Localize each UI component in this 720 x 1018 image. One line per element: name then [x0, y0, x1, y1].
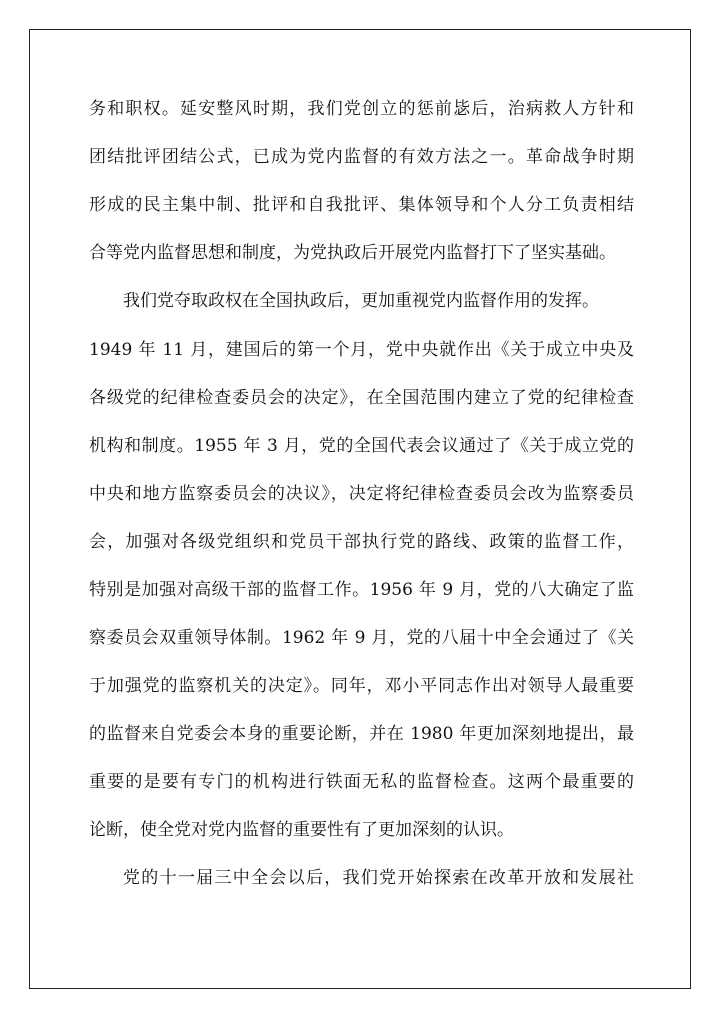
- text-line-17: 党的十一届三中全会以后，我们党开始探索在改革开放和发展社: [123, 868, 634, 888]
- text-line-12: 察委员会双重领导体制。1962 年 9 月，党的八届十中全会通过了《关: [89, 628, 634, 648]
- text-line-11: 特别是加强对高级干部的监督工作。1956 年 9 月，党的八大确定了监: [89, 580, 634, 600]
- text-line-8: 机构和制度。1955 年 3 月，党的全国代表会议通过了《关于成立党的: [89, 436, 634, 456]
- text-line-7: 各级党的纪律检查委员会的决定》，在全国范围内建立了党的纪律检查: [89, 388, 634, 408]
- text-line-10: 会，加强对各级党组织和党员干部执行党的路线、政策的监督工作，: [89, 532, 634, 552]
- text-line-1: 务和职权。延安整风时期，我们党创立的惩前毖后，治病救人方针和: [89, 99, 634, 119]
- text-line-6: 1949 年 11 月，建国后的第一个月，党中央就作出《关于成立中央及: [89, 340, 634, 360]
- text-line-5: 我们党夺取政权在全国执政后，更加重视党内监督作用的发挥。: [123, 291, 599, 311]
- text-line-3: 形成的民主集中制、批评和自我批评、集体领导和个人分工负责相结: [89, 195, 634, 215]
- text-line-14: 的监督来自党委会本身的重要论断，并在 1980 年更加深刻地提出，最: [89, 724, 634, 744]
- text-line-2: 团结批评团结公式，已成为党内监督的有效方法之一。革命战争时期: [89, 147, 634, 167]
- text-line-15: 重要的是要有专门的机构进行铁面无私的监督检查。这两个最重要的: [89, 772, 634, 792]
- text-line-16: 论断，使全党对党内监督的重要性有了更加深刻的认识。: [89, 820, 514, 840]
- page-frame: [29, 29, 691, 989]
- text-line-9: 中央和地方监察委员会的决议》，决定将纪律检查委员会改为监察委员: [89, 484, 634, 504]
- text-line-4: 合等党内监督思想和制度，为党执政后开展党内监督打下了坚实基础。: [89, 243, 616, 263]
- text-line-13: 于加强党的监察机关的决定》。同年，邓小平同志作出对领导人最重要: [89, 676, 634, 696]
